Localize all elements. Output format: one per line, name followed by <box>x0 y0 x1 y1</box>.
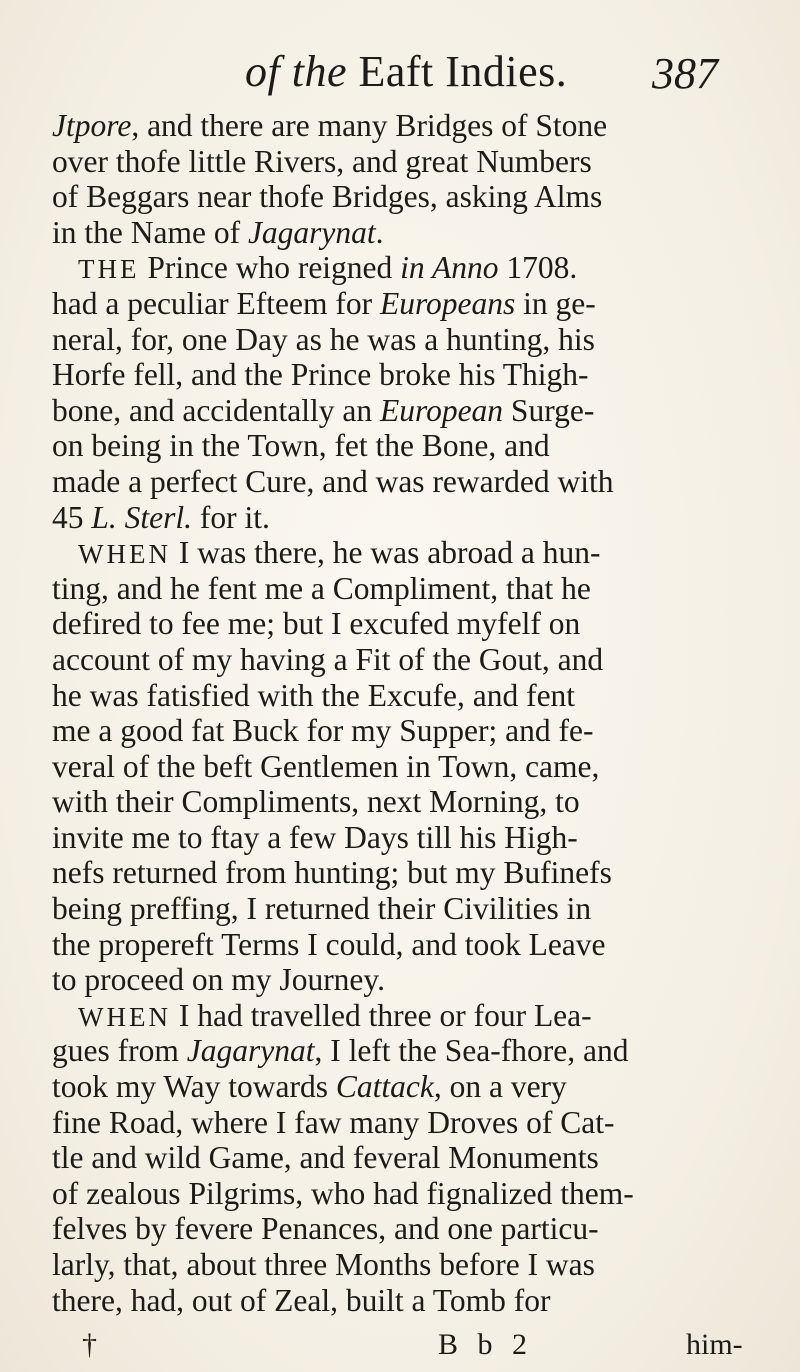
line-text: on being in the Town, fet the Bone, and <box>52 428 550 464</box>
text-line <box>52 927 758 963</box>
italic-text: Jagarynat <box>247 214 376 250</box>
line-text: 45 <box>52 499 92 535</box>
text-line <box>52 1033 758 1069</box>
running-title-main: Eaft Indies. <box>346 47 568 96</box>
line-text: defired to fee me; but I excufed myfelf on <box>52 606 581 642</box>
line-text: . <box>375 214 384 250</box>
italic-text: L. Sterl. <box>91 499 193 535</box>
line-text: took my Way towards <box>52 1069 336 1105</box>
text-line <box>52 250 758 286</box>
text-line <box>52 1211 758 1247</box>
text-line <box>52 393 758 429</box>
line-text: neral, for, one Day as he was a hunting, his <box>52 321 595 357</box>
line-text: had a peculiar Efteem for <box>52 285 380 321</box>
catchword: him- <box>686 1328 743 1361</box>
text-line <box>52 108 758 144</box>
line-text: , and there are many Bridges of Stone <box>131 108 608 143</box>
text-line <box>52 1247 758 1283</box>
body-text <box>52 108 758 1318</box>
line-text: , on a very <box>433 1069 567 1105</box>
line-text: bone, and accidentally an <box>52 392 380 428</box>
line-text: account of my having a Fit of the Gout, and <box>52 641 604 677</box>
text-line <box>52 642 758 678</box>
line-text: in ge- <box>515 285 596 321</box>
line-text: to proceed on my Journey. <box>52 962 385 998</box>
text-line <box>52 962 758 998</box>
page-footer <box>0 1328 800 1368</box>
text-line <box>52 286 758 322</box>
text-line <box>52 998 758 1034</box>
text-line <box>52 1283 758 1319</box>
signature-mark: B b 2 <box>438 1328 534 1361</box>
line-text: I had travelled three or four Lea- <box>170 997 592 1033</box>
line-text: gues from <box>52 1033 187 1069</box>
text-line <box>52 820 758 856</box>
text-line <box>52 428 758 464</box>
text-line <box>52 1176 758 1212</box>
italic-text: Cattack <box>335 1069 434 1105</box>
text-line <box>52 1140 758 1176</box>
text-line <box>52 713 758 749</box>
italic-text: Jagarynat <box>186 1033 315 1069</box>
line-text: he was fatisfied with the Excufe, and fent <box>52 677 576 713</box>
line-text: ting, and he fent me a Compliment, that he <box>52 570 591 606</box>
line-text: Prince who reigned <box>139 250 401 286</box>
text-line <box>52 144 758 180</box>
footer-mark: † <box>82 1328 97 1361</box>
line-text: 1708. <box>498 250 578 286</box>
text-line <box>52 606 758 642</box>
line-text: Horfe fell, and the Prince broke his Thigh- <box>52 357 589 393</box>
text-line <box>52 749 758 785</box>
line-text: , I left the Sea-fhore, and <box>314 1033 629 1069</box>
text-line <box>52 535 758 571</box>
line-text: of zealous Pilgrims, who had fignalized them- <box>52 1175 634 1211</box>
line-text: fine Road, where I faw many Droves of Cat- <box>52 1104 615 1140</box>
text-line <box>52 1069 758 1105</box>
small-caps-text: WHEN <box>78 1001 171 1032</box>
line-text: of Beggars near thofe Bridges, asking Alms <box>52 179 603 215</box>
text-line <box>52 891 758 927</box>
page-number: 387 <box>652 49 718 98</box>
text-line <box>52 322 758 358</box>
line-text: tle and wild Game, and feveral Monuments <box>52 1140 599 1176</box>
small-caps-text: WHEN <box>78 539 171 570</box>
text-line <box>52 678 758 714</box>
line-text: made a perfect Cure, and was rewarded with <box>52 463 614 499</box>
running-title <box>245 46 567 97</box>
line-text: felves by fevere Penances, and one particu- <box>52 1211 599 1247</box>
line-text: over thofe little Rivers, and great Numbers <box>52 143 592 179</box>
italic-text: in Anno <box>400 250 499 286</box>
text-line <box>52 357 758 393</box>
italic-text: European <box>379 392 504 428</box>
small-caps-text: THE <box>78 254 140 285</box>
text-line <box>52 784 758 820</box>
text-line <box>52 500 758 536</box>
line-text: for it. <box>192 499 270 535</box>
line-text: the propereft Terms I could, and took Leave <box>52 926 606 962</box>
line-text: in the Name of <box>52 214 248 250</box>
text-line <box>52 1105 758 1141</box>
running-header <box>0 46 800 106</box>
text-line <box>52 179 758 215</box>
line-text: I was there, he was abroad a hun- <box>170 535 601 571</box>
text-line <box>52 464 758 500</box>
line-text: veral of the beft Gentlemen in Town, came, <box>52 748 600 784</box>
italic-text: Jtpore <box>52 108 132 143</box>
line-text: nefs returned from hunting; but my Bufinefs <box>52 855 612 891</box>
text-line <box>52 855 758 891</box>
line-text: being preffing, I returned their Civilities in <box>52 891 592 927</box>
running-title-prefix: of the <box>245 47 347 96</box>
text-line <box>52 571 758 607</box>
line-text: with their Compliments, next Morning, to <box>52 784 580 820</box>
line-text: Surge- <box>503 392 595 428</box>
line-text: there, had, out of Zeal, built a Tomb for <box>52 1282 551 1318</box>
line-text: larly, that, about three Months before I was <box>52 1247 595 1282</box>
line-text: invite me to ftay a few Days till his High- <box>52 819 578 855</box>
italic-text: Europeans <box>379 285 516 321</box>
line-text: me a good fat Buck for my Supper; and fe- <box>52 713 594 749</box>
text-line <box>52 215 758 251</box>
